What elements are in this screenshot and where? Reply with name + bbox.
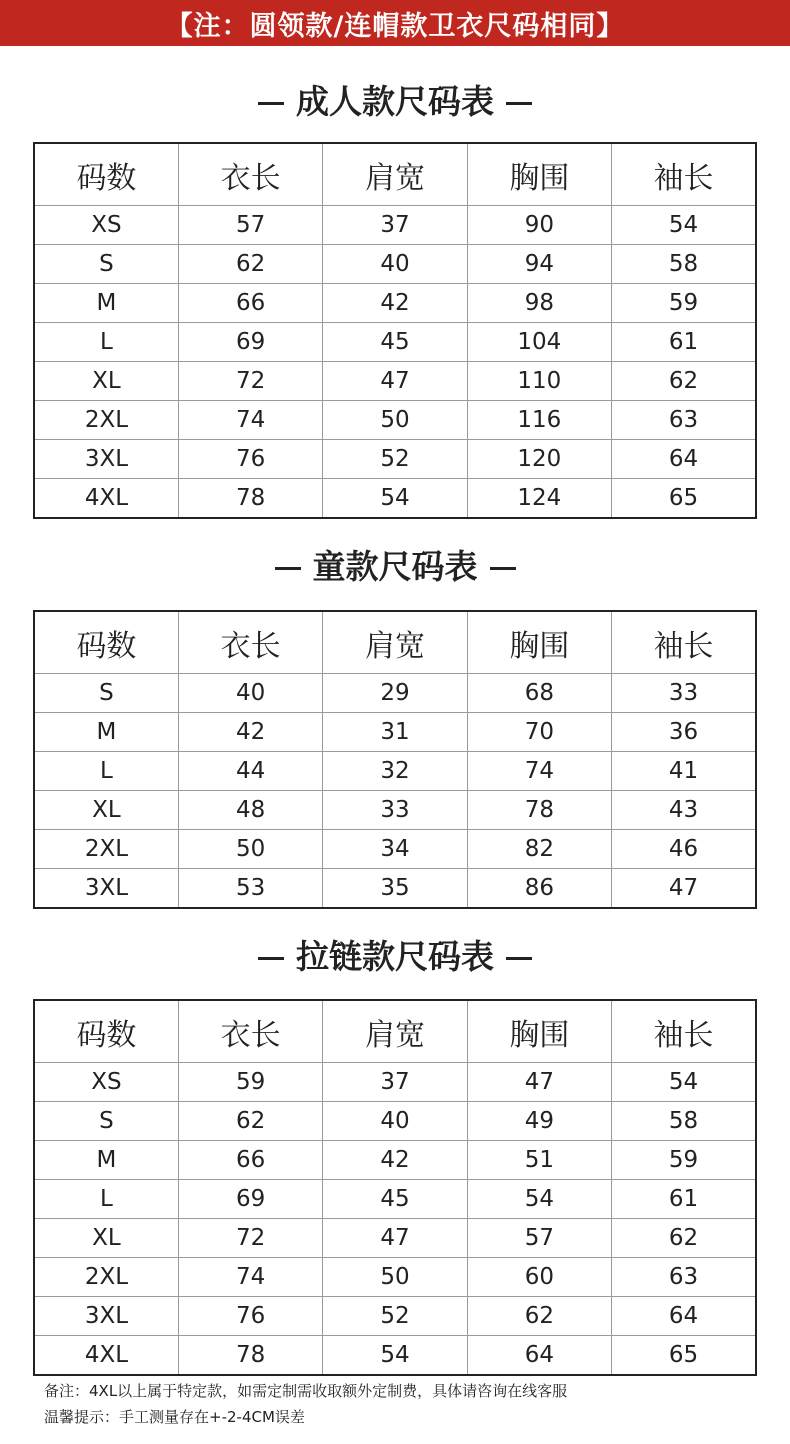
table-cell: 4XL [34,1336,178,1376]
adult-size-chart-title [0,76,790,123]
remark-note: 备注：4XL以上属于特定款，如需定制需收取额外定制费，具体请咨询在线客服 [44,1382,568,1400]
table-cell: 62 [178,245,322,284]
table-cell: L [34,752,178,791]
table-cell: 72 [178,1219,322,1258]
footer-notes [44,1378,567,1430]
table-cell: 37 [323,1063,467,1102]
table-row [34,1102,756,1141]
table-cell: M [34,713,178,752]
table-cell: 36 [612,713,756,752]
section-title-text: 成人款尺码表 [296,82,494,121]
table-row [34,245,756,284]
column-header: 衣长 [178,143,322,206]
table-cell: 61 [612,1180,756,1219]
table-cell: 47 [467,1063,611,1102]
table-cell: 2XL [34,830,178,869]
table-row [34,479,756,519]
table-cell: L [34,1180,178,1219]
table-cell: 40 [323,245,467,284]
table-cell: 48 [178,791,322,830]
column-header: 码数 [34,143,178,206]
table-cell: 63 [612,1258,756,1297]
table-row [34,869,756,909]
table-cell: 66 [178,284,322,323]
column-header: 袖长 [612,611,756,674]
table-cell: 78 [178,1336,322,1376]
table-cell: 68 [467,674,611,713]
table-row [34,1297,756,1336]
table-cell: 63 [612,401,756,440]
table-header-row [34,1000,756,1063]
table-cell: 43 [612,791,756,830]
table-row [34,362,756,401]
table-cell: 59 [612,284,756,323]
table-cell: 58 [612,1102,756,1141]
table-cell: 69 [178,1180,322,1219]
table-cell: 59 [612,1141,756,1180]
title-dash [275,567,301,570]
table-cell: 54 [612,206,756,245]
column-header: 胸围 [467,1000,611,1063]
table-cell: 76 [178,1297,322,1336]
section-title-text: 童款尺码表 [312,547,478,586]
table-header-row [34,611,756,674]
table-cell: 57 [178,206,322,245]
table-cell: 74 [467,752,611,791]
table-row [34,752,756,791]
title-dash [490,567,516,570]
table-cell: 40 [323,1102,467,1141]
table-cell: 46 [612,830,756,869]
table-cell: 66 [178,1141,322,1180]
table-cell: 62 [612,362,756,401]
table-cell: 51 [467,1141,611,1180]
table-row [34,440,756,479]
table-cell: 3XL [34,440,178,479]
table-cell: 78 [467,791,611,830]
table-cell: 62 [467,1297,611,1336]
table-cell: 3XL [34,869,178,909]
table-cell: 42 [323,1141,467,1180]
table-cell: 31 [323,713,467,752]
table-cell: 98 [467,284,611,323]
zipper-size-chart-title [0,931,790,978]
table-cell: L [34,323,178,362]
table-cell: 64 [612,440,756,479]
column-header: 肩宽 [323,1000,467,1063]
table-cell: 33 [612,674,756,713]
table-row [34,1180,756,1219]
kids-size-chart-title [0,541,790,588]
table-row [34,1219,756,1258]
table-cell: 40 [178,674,322,713]
table-cell: 34 [323,830,467,869]
table-cell: 74 [178,1258,322,1297]
table-row [34,791,756,830]
table-cell: 62 [178,1102,322,1141]
table-row [34,1336,756,1376]
table-cell: XS [34,1063,178,1102]
table-cell: 78 [178,479,322,519]
table-cell: XL [34,1219,178,1258]
table-row [34,713,756,752]
column-header: 袖长 [612,1000,756,1063]
column-header: 衣长 [178,1000,322,1063]
table-cell: 50 [323,401,467,440]
table-cell: S [34,245,178,284]
table-cell: 58 [612,245,756,284]
table-cell: 60 [467,1258,611,1297]
zipper-size-table [33,999,757,1376]
table-cell: 74 [178,401,322,440]
table-row [34,206,756,245]
table-cell: 33 [323,791,467,830]
table-cell: 70 [467,713,611,752]
title-dash [506,102,532,105]
table-cell: 61 [612,323,756,362]
table-row [34,830,756,869]
column-header: 肩宽 [323,143,467,206]
table-row [34,401,756,440]
table-cell: 42 [323,284,467,323]
table-cell: M [34,1141,178,1180]
table-cell: 94 [467,245,611,284]
table-row [34,1141,756,1180]
column-header: 码数 [34,611,178,674]
table-cell: 41 [612,752,756,791]
column-header: 袖长 [612,143,756,206]
table-cell: 52 [323,440,467,479]
table-cell: 57 [467,1219,611,1258]
table-row [34,284,756,323]
table-cell: 65 [612,1336,756,1376]
table-cell: 72 [178,362,322,401]
table-header-row [34,143,756,206]
table-cell: 29 [323,674,467,713]
table-cell: 37 [323,206,467,245]
table-cell: 47 [323,362,467,401]
section-title-text: 拉链款尺码表 [296,937,494,976]
title-dash [258,957,284,960]
table-row [34,1063,756,1102]
table-cell: 45 [323,323,467,362]
table-cell: 82 [467,830,611,869]
table-cell: 2XL [34,401,178,440]
table-cell: XL [34,362,178,401]
table-cell: 62 [612,1219,756,1258]
column-header: 胸围 [467,611,611,674]
tip-note: 温馨提示：手工测量存在+-2-4CM误差 [44,1408,305,1426]
table-row [34,323,756,362]
table-cell: 54 [612,1063,756,1102]
table-cell: 110 [467,362,611,401]
column-header: 胸围 [467,143,611,206]
table-cell: 64 [612,1297,756,1336]
column-header: 肩宽 [323,611,467,674]
table-cell: 44 [178,752,322,791]
table-cell: 65 [612,479,756,519]
table-cell: 69 [178,323,322,362]
table-cell: 124 [467,479,611,519]
table-cell: XL [34,791,178,830]
table-cell: 2XL [34,1258,178,1297]
table-cell: 35 [323,869,467,909]
table-cell: 116 [467,401,611,440]
table-cell: 59 [178,1063,322,1102]
table-cell: 76 [178,440,322,479]
table-cell: 120 [467,440,611,479]
table-cell: S [34,1102,178,1141]
note-banner: 【注：圆领款/连帽款卫衣尺码相同】 [0,0,790,46]
table-cell: 45 [323,1180,467,1219]
table-row [34,1258,756,1297]
table-cell: 49 [467,1102,611,1141]
table-cell: M [34,284,178,323]
kids-size-table [33,610,757,909]
table-cell: 90 [467,206,611,245]
table-cell: 3XL [34,1297,178,1336]
table-cell: S [34,674,178,713]
table-cell: 50 [178,830,322,869]
table-cell: 4XL [34,479,178,519]
table-cell: 50 [323,1258,467,1297]
table-cell: XS [34,206,178,245]
table-cell: 86 [467,869,611,909]
table-cell: 42 [178,713,322,752]
table-cell: 54 [467,1180,611,1219]
table-cell: 47 [612,869,756,909]
table-cell: 104 [467,323,611,362]
title-dash [258,102,284,105]
column-header: 码数 [34,1000,178,1063]
table-row [34,674,756,713]
table-cell: 54 [323,479,467,519]
table-cell: 52 [323,1297,467,1336]
table-cell: 32 [323,752,467,791]
column-header: 衣长 [178,611,322,674]
table-cell: 64 [467,1336,611,1376]
table-cell: 47 [323,1219,467,1258]
title-dash [506,957,532,960]
adult-size-table [33,142,757,519]
table-cell: 53 [178,869,322,909]
table-cell: 54 [323,1336,467,1376]
